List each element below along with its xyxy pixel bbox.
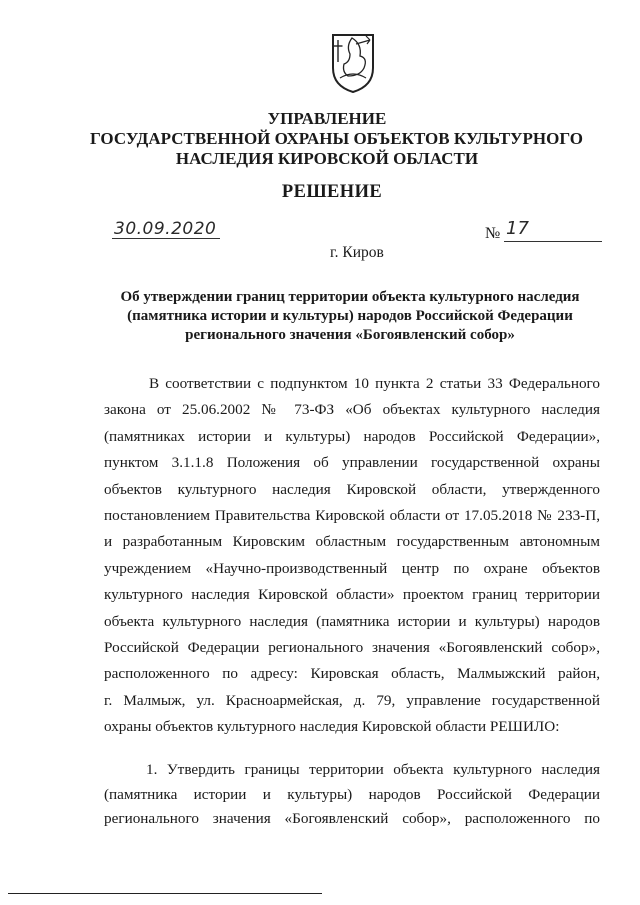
org-line: НАСЛЕДИЯ КИРОВСКОЙ ОБЛАСТИ — [175, 149, 479, 168]
city: г. Киров — [330, 244, 384, 261]
body-line: закона от 25.06.2002 № 73-ФЗ «Об объектах культурного наследия — [104, 401, 600, 419]
subject-line: (памятника истории и культуры) народов Российской Федерации — [127, 307, 573, 324]
kirov-coat-of-arms-icon — [330, 32, 376, 94]
preamble-paragraph — [104, 371, 600, 740]
item-line: 1. Утвердить границы территории объекта культурного наследия — [146, 761, 600, 778]
number-label: № — [485, 225, 501, 242]
decision-subject — [100, 288, 600, 344]
body-line: В соответствии с подпунктом 10 пункта 2 статьи 33 Федерального — [149, 375, 600, 392]
body-line: объектов культурного наследия Кировской области, утвержденного — [104, 480, 600, 498]
document-type: РЕШЕНИЕ — [281, 182, 383, 202]
item-line: регионального значения «Богоявленский собор», расположенного по — [104, 810, 600, 828]
body-line: культурного наследия Кировской области» проектом границ территории — [104, 586, 600, 604]
org-line: УПРАВЛЕНИЕ — [267, 109, 387, 128]
body-line: Российской Федерации регионального значения «Богоявленский собор», — [104, 638, 600, 656]
body-line: (памятниках истории и культуры) народов Российской Федерации», — [104, 427, 600, 445]
body-line: охраны объектов культурного наследия Кировской области РЕШИЛО: — [104, 718, 560, 736]
subject-line: регионального значения «Богоявленский собор» — [185, 326, 515, 343]
issuing-authority — [90, 109, 583, 169]
body-line: пунктом 3.1.1.8 Положения об управлении государственной охраны — [104, 454, 600, 472]
number-underline — [504, 241, 602, 242]
date-underline — [112, 238, 220, 239]
item-line: (памятника истории и культуры) народов Российской Федерации — [104, 785, 600, 803]
subject-line: Об утверждении границ территории объекта культурного наследия — [120, 289, 580, 305]
resolution-item-1 — [104, 758, 600, 832]
body-line: г. Малмыж, ул. Красноармейская, д. 79, управление государственной — [104, 691, 600, 709]
decision-number: 17 — [506, 218, 529, 239]
footnote-separator — [8, 893, 322, 894]
body-line: и разработанным Кировским областным государственным автономным — [104, 533, 600, 551]
body-line: учреждением «Научно-производственный центр по охране объектов — [104, 559, 600, 577]
body-line: постановлением Правительства Кировской области от 17.05.2018 № 233-П, — [104, 506, 600, 524]
org-line: ГОСУДАРСТВЕННОЙ ОХРАНЫ ОБЪЕКТОВ КУЛЬТУРНОГО — [90, 129, 583, 148]
body-line: объекта культурного наследия (памятника истории и культуры) народов — [104, 612, 600, 630]
body-line: расположенного по адресу: Кировская область, Малмыжский район, — [104, 665, 600, 683]
decision-date: 30.09.2020 — [114, 219, 217, 239]
